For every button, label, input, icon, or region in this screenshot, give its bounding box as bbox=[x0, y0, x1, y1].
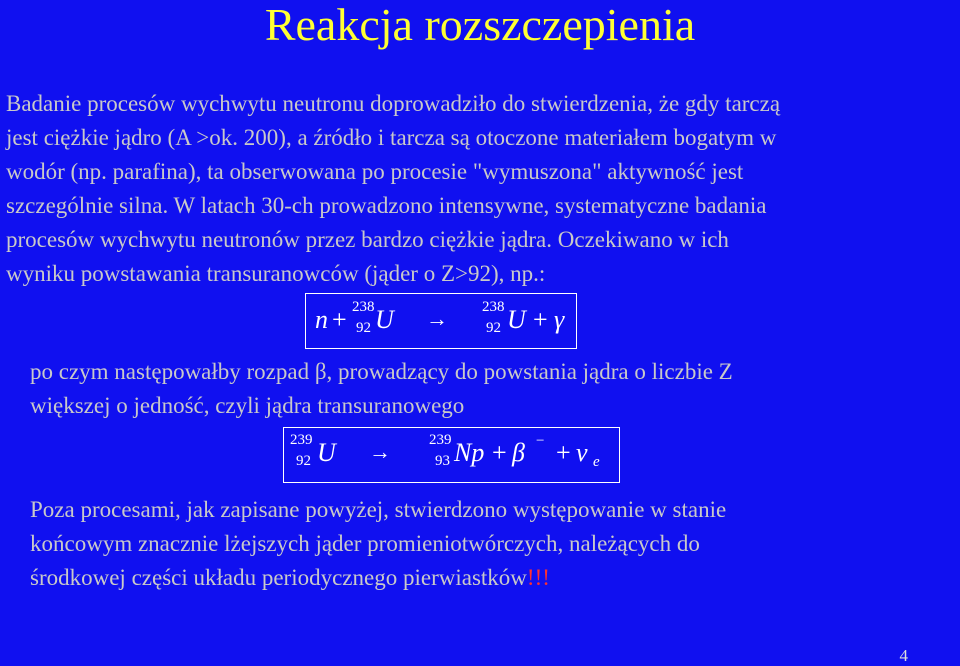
eq-plus: + bbox=[332, 305, 347, 334]
eq-element: U bbox=[507, 305, 526, 334]
paragraph-intro bbox=[6, 87, 780, 291]
text-line: Badanie procesów wychwytu neutronu doprowadziło do stwierdzenia, że gdy tarczą bbox=[6, 91, 781, 116]
eq-gamma: γ bbox=[554, 305, 565, 334]
equation-neutron-capture bbox=[305, 293, 577, 349]
eq-mass-number: 238 bbox=[352, 299, 375, 315]
text-line: szczególnie silna. W latach 30-ch prowadzono intensywne, systematyczne badania bbox=[6, 193, 767, 218]
eq-neutrino: ν bbox=[576, 438, 588, 467]
text-line: jest ciężkie jądro (A >ok. 200), a źródło i tarcza są otoczone materiałem bogatym w bbox=[6, 125, 777, 150]
page-number: 4 bbox=[899, 646, 908, 665]
eq-plus: + bbox=[533, 305, 548, 334]
eq-neutrino-subscript: e bbox=[593, 454, 600, 470]
eq-atomic-number: 93 bbox=[435, 453, 450, 469]
eq-element: U bbox=[317, 438, 336, 467]
equation-beta-decay bbox=[283, 427, 620, 483]
paragraph-conclusion bbox=[30, 493, 726, 595]
text-line: wyniku powstawania transuranowców (jąder o Z>92), np.: bbox=[6, 261, 546, 286]
text-line: procesów wychwytu neutronów przez bardzo ciężkie jądra. Oczekiwano w ich bbox=[6, 227, 729, 252]
text-line: wodór (np. parafina), ta obserwowana po procesie "wymuszona" aktywność jest bbox=[6, 159, 744, 184]
text-line: Poza procesami, jak zapisane powyżej, stwierdzono występowanie w stanie bbox=[30, 497, 727, 522]
text-line: większej o jedność, czyli jądra transuranowego bbox=[30, 393, 465, 418]
eq-element: U bbox=[375, 305, 394, 334]
eq-arrow: → bbox=[426, 306, 448, 331]
text-line: końcowym znacznie lżejszych jąder promieniotwórczych, należących do bbox=[30, 531, 700, 556]
eq-arrow: → bbox=[369, 439, 391, 464]
eq-atomic-number: 92 bbox=[356, 320, 371, 336]
eq-mass-number: 239 bbox=[290, 432, 313, 448]
eq-atomic-number: 92 bbox=[486, 320, 501, 336]
emphasis-marks: !!! bbox=[526, 565, 550, 590]
text-line-content: środkowej części układu periodycznego pierwiastków bbox=[30, 565, 527, 590]
eq-plus: + bbox=[492, 438, 507, 467]
eq-atomic-number: 92 bbox=[296, 453, 311, 469]
text-line bbox=[30, 561, 726, 595]
eq-beta: β bbox=[512, 438, 525, 467]
text-line: po czym następowałby rozpad β, prowadzący do powstania jądra o liczbie Z bbox=[30, 359, 733, 384]
eq-element: Np bbox=[454, 438, 485, 467]
eq-beta-charge: − bbox=[536, 433, 545, 449]
eq-plus: + bbox=[556, 438, 571, 467]
paragraph-beta-decay bbox=[30, 355, 733, 423]
slide-title: Reakcja rozszczepienia bbox=[264, 0, 696, 50]
eq-neutron: n bbox=[315, 305, 328, 334]
eq-mass-number: 239 bbox=[429, 432, 452, 448]
eq-mass-number: 238 bbox=[482, 299, 505, 315]
